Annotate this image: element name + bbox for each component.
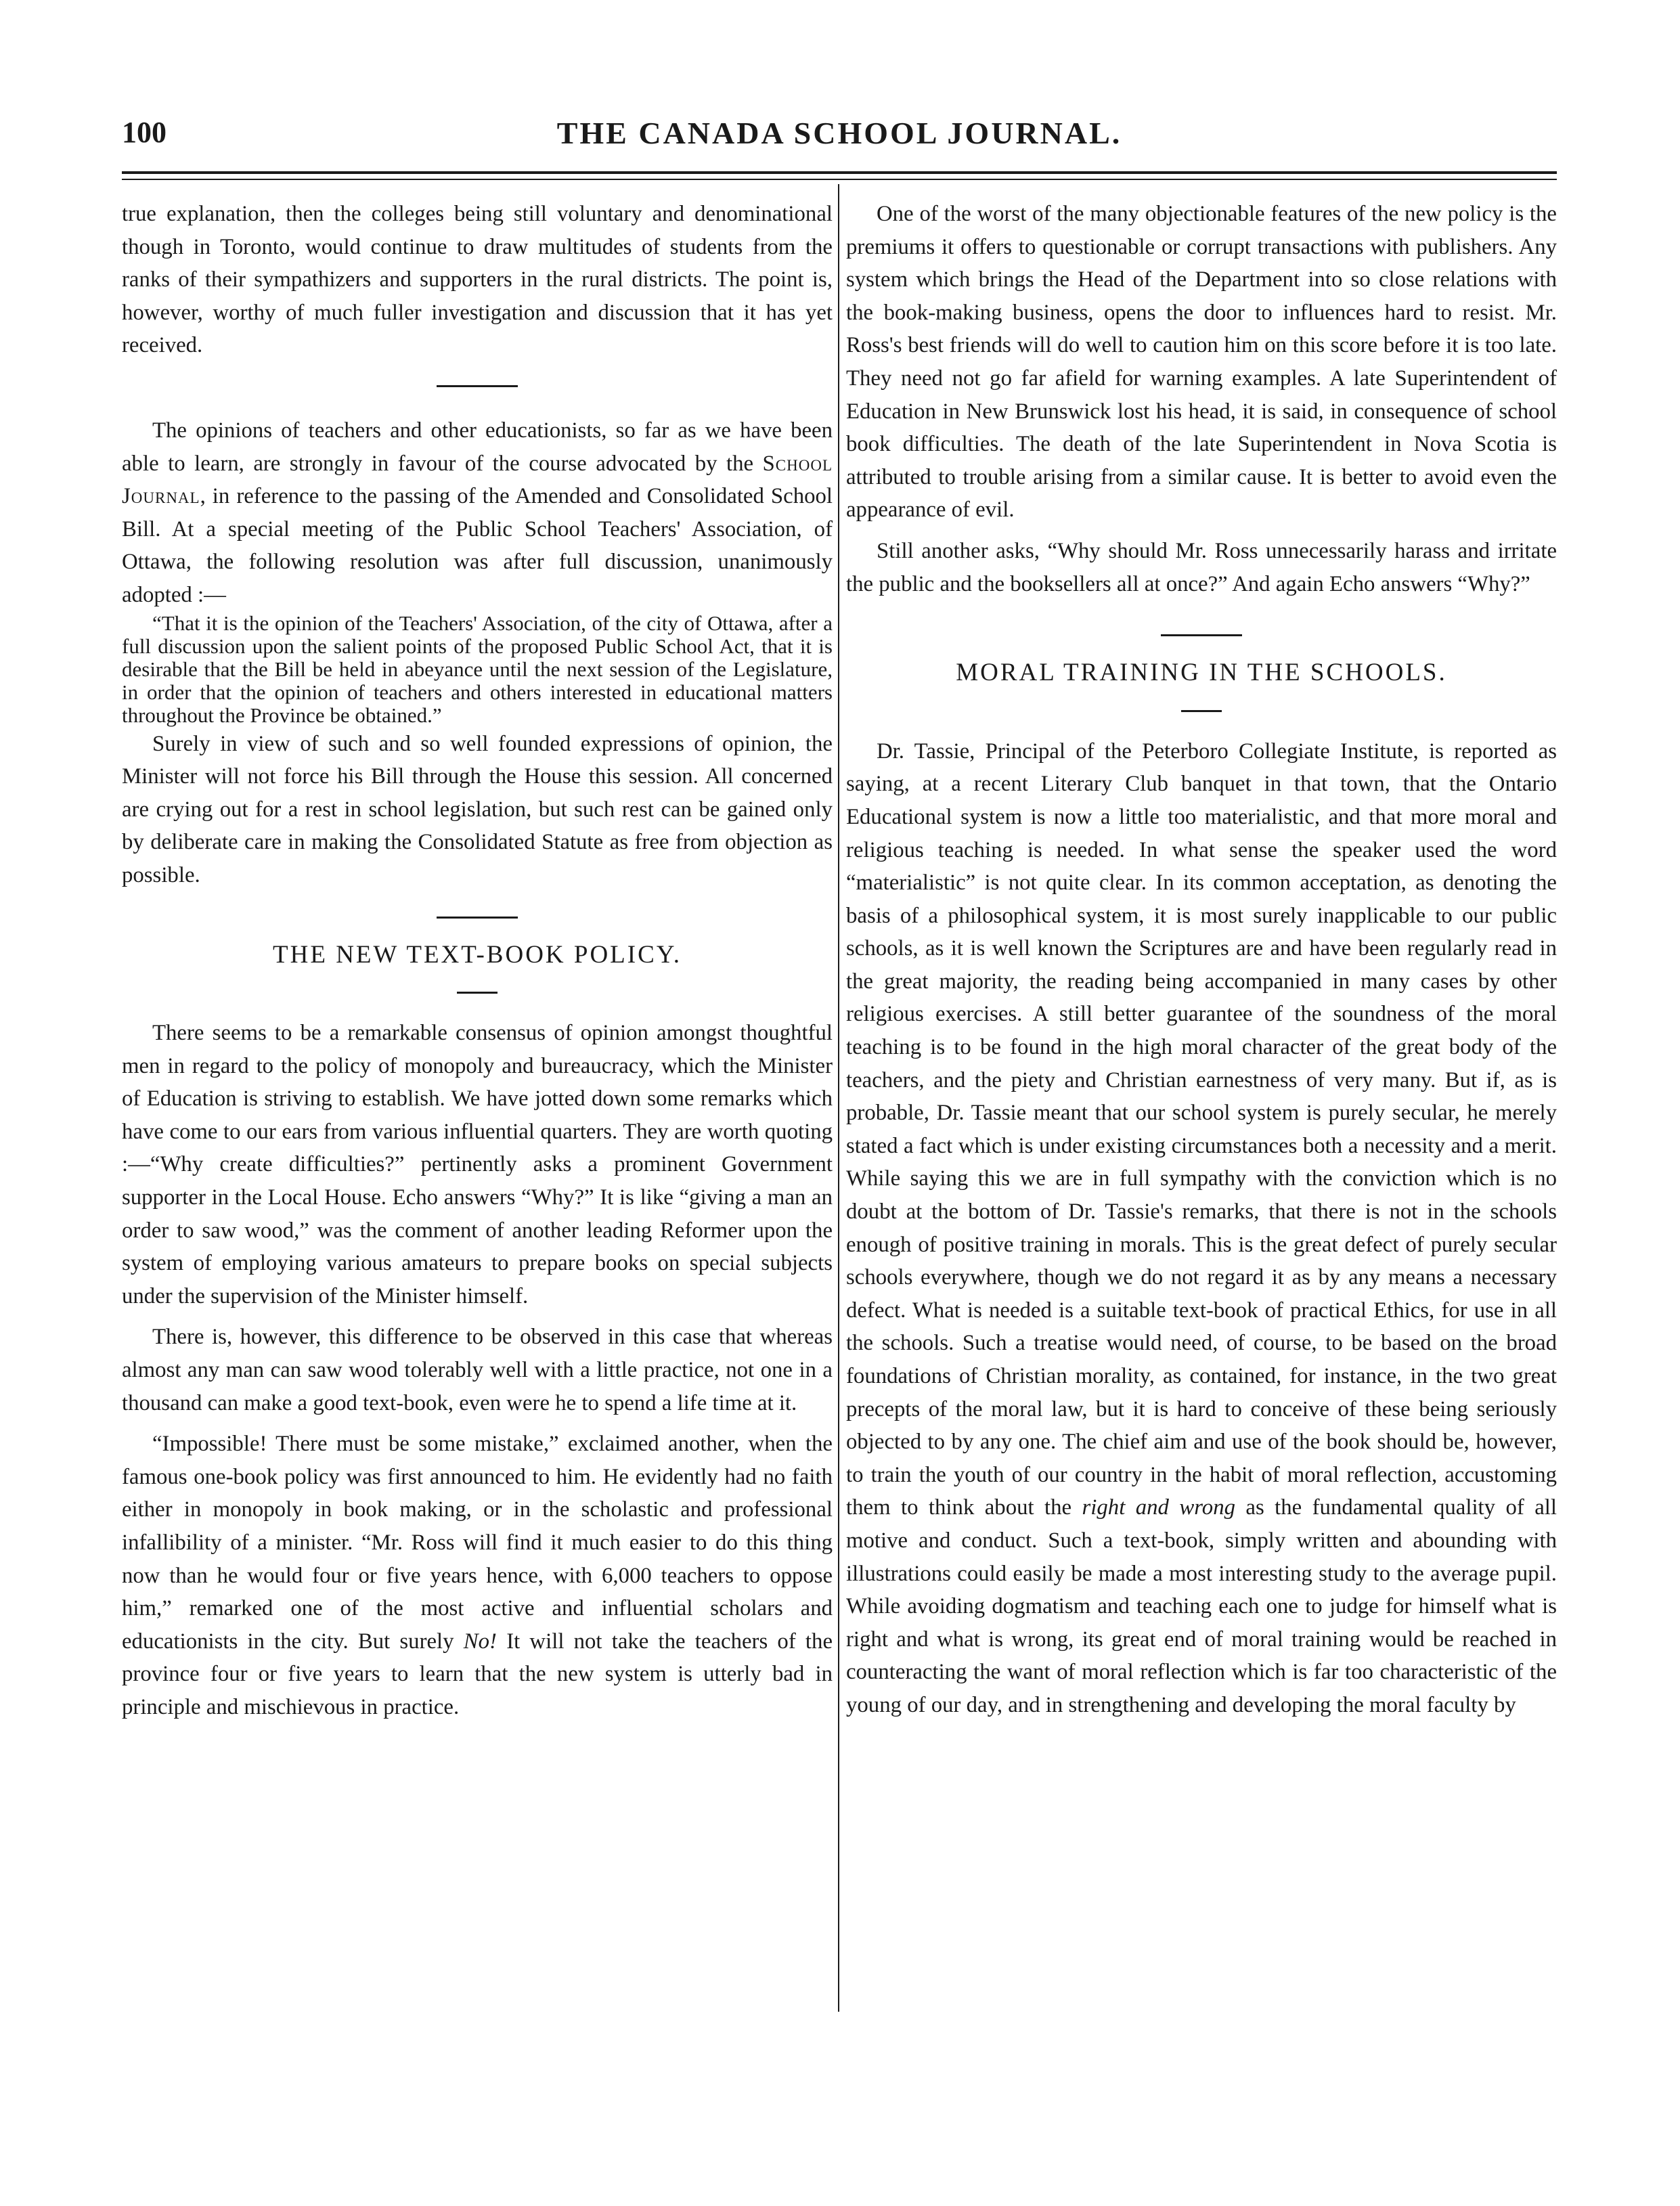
column-divider [838,184,839,2012]
paragraph-objectionable-features: One of the worst of the many objectionable features of the new policy is the premiums it offers to questionable or corrupt transactions with publishers. Any system which brings the Head of the Department into so close relations with the book-making business, opens the door to influences hard to resist. Mr. Ross's best friends will do well to caution him on this score before it is too late. They need not go far afield for warning examples. A late Superintendent of Education in New Brunswick lost his head, it is said, in consequence of school book difficulties. The death of the late Superintendent in Nova Scotia is attributed to trouble arising from a similar cause. It is better to avoid even the appearance of evil. [846,202,1557,523]
paragraph-dr-tassie: Dr. Tassie, Principal of the Peterboro Collegiate Institute, is reported as saying, at a recent Literary Club banquet in that town, that the Ontario Educational system is now a little too materialistic, and that more moral and religious teaching is needed. In what sense the speaker used the word “materialistic” is not quite clear. In its common acceptation, as denoting the basis of a philosophical system, it is most surely inapplicable to our public schools, as it is well known the Scriptures are and have been regularly read in the great majority, the reading being accompanied in many cases by other religious exercises. A still better guarantee of the soundness of the moral teaching is to be found in the high moral character of the great body of the teachers, and the piety and Christian earnestness of very many. But if, as is probable, Dr. Tassie meant that our school system is purely secular, he merely stated a fact which is under existing circumstances both a necessity and a merit. While saying this we are in full sympathy with the conviction which is no doubt at the bottom of Dr. Tassie's remarks, that there is not in the schools enough of positive training in morals. This is the great defect of purely secular schools everywhere, though we do not regard it as by any means a necessary defect. What is needed is a suitable text-book of practical Ethics, for use in all the schools. Such a treatise would need, of course, to be based on the broad foundations of Christian morality, as contained, for instance, in the two great precepts of the moral law, but it is hard to conceive of these being seriously objected to by any one. The chief aim and use of the book should be, however, to train the youth of our country in the habit of moral reflection, accustoming them to think about the right and wrong as the fundamental quality of all motive and conduct. Such a text-book, simply written and abounding with illustrations could easily be made a most interesting study to the average pupil. While avoiding dogmatism and teaching each one to judge for himself what is right and what is wrong, its great end of moral training would be reached in counteracting the want of moral reflection which is far too characteristic of the young of our day, and in strengthening and developing the moral faculty by [846,738,1557,1717]
paragraph-opinions: The opinions of teachers and other educationists, so far as we have been able to learn, are strongly in favour of the course advocated by the School Journal, in reference to the passing of the Amended and Consolidated School Bill. At a special meeting of the Public School Teachers' Association, of Ottawa, the following resolution was after full discussion, unanimously adopted :— [122,418,833,607]
heading-underline [1181,710,1222,712]
emphasis-right: right [1082,1495,1126,1520]
paragraph-another-asks: Still another asks, “Why should Mr. Ross unnecessarily harass and irritate the public and the booksellers all at once?” And again Echo answers “Why?” [846,538,1557,596]
heading-moral-training: MORAL TRAINING IN THE SCHOOLS. [956,659,1447,687]
paragraph-consensus: There seems to be a remarkable consensus of opinion amongst thoughtful men in regard to the policy of monopoly and bureaucracy, which the Minister of Education is striving to establish. We have jotted down some remarks which have come to our ears from various influential quarters. They are worth quoting :—“Why create difficulties?” pertinently asks a prominent Government supporter in the Local House. Echo answers “Why?” It is like “giving a man an order to saw wood,” was the comment of another leading Reformer upon the system of employing various amateurs to prepare books on special subjects under the supervision of the Minister himself. [122,1021,833,1308]
school-journal-name: School Journal [122,451,833,509]
left-column [122,198,833,1724]
section-divider [1161,634,1242,636]
section-divider [437,917,518,919]
header-rule-thin [122,179,1557,180]
emphasis-wrong: wrong [1179,1495,1235,1520]
paragraph-colleges: true explanation, then the colleges being still voluntary and denominational though in Toronto, would continue to draw multitudes of students from the ranks of their sympathizers and supporters in the rural districts. The point is, however, worthy of much fuller investigation and discussion that it has yet received. [122,202,833,358]
journal-title: THE CANADA SCHOOL JOURNAL. [556,116,1122,150]
page-number: 100 [122,116,167,149]
paragraph-difference: There is, however, this difference to be observed in this case that whereas almost any man can saw wood tolerably well with a little practice, not one in a thousand can make a good text-book, even were he to spend a life time at it. [122,1325,833,1415]
emphasis-no: No! [463,1629,497,1654]
section-divider [437,385,518,387]
paragraph-impossible: “Impossible! There must be some mistake,” exclaimed another, when the famous one-book policy was first announced to him. He evidently had no faith either in monopoly in book making, or in the scholastic and professional infallibility of a minister. “Mr. Ross will find it much easier to do this thing now than he would four or five years hence, with 6,000 teachers to oppose him,” remarked one of the most active and influential scholars and educationists in the city. But surely No! It will not take the teachers of the province four or five years to learn that the new system is utterly bad in principle and mischievous in practice. [122,1432,833,1719]
heading-underline [457,992,498,994]
page-header [122,115,1557,169]
heading-text-book-policy: THE NEW TEXT-BOOK POLICY. [273,940,682,969]
header-rule-thick [122,171,1557,174]
right-column [846,198,1557,1722]
paragraph-surely: Surely in view of such and so well founded expressions of opinion, the Minister will not force his Bill through the House this session. All concerned are crying out for a rest in school legislation, but such rest can be gained only by deliberate care in making the Consolidated Statute as free from objection as possible. [122,731,833,887]
resolution-quote: “That it is the opinion of the Teachers' Association, of the city of Ottawa, after a full discussion upon the salient points of the proposed Public School Act, that it is desirable that the Bill be held in abeyance until the next session of the Legislature, in order that the opinion of teachers and others interested in educational matters throughout the Province be obtained.” [122,611,833,728]
